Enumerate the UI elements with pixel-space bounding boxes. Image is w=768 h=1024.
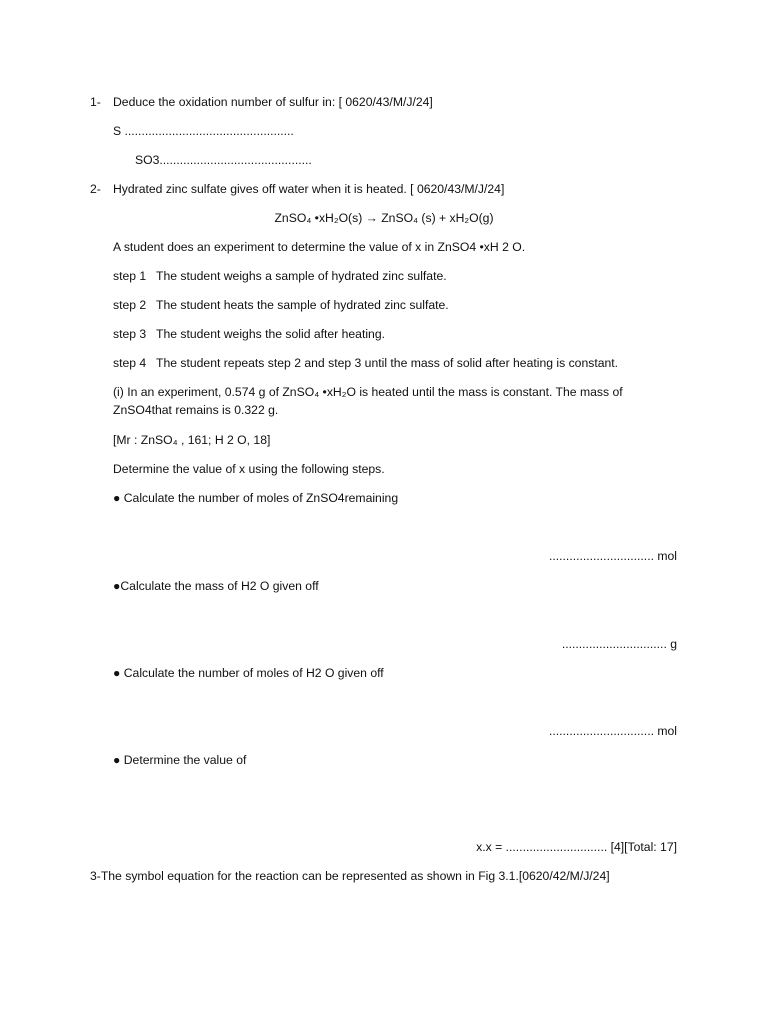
step-3 bbox=[113, 327, 385, 342]
reaction-equation: ZnSO₄ •xH₂O(s) → ZnSO₄ (s) + xH₂O(g) bbox=[274, 211, 494, 225]
question-1-text: Deduce the oxidation number of sulfur in: [ 0620/43/M/J/24] bbox=[113, 95, 433, 109]
bullet-moles-water: ● Calculate the number of moles of H2 O given off bbox=[113, 666, 384, 680]
step-text: The student heats the sample of hydrated zinc sulfate. bbox=[156, 298, 449, 312]
step-label: step 1 bbox=[113, 269, 147, 283]
step-4 bbox=[113, 356, 618, 371]
step-text: The student weighs a sample of hydrated zinc sulfate. bbox=[156, 269, 447, 283]
bullet-moles-znso4: ● Calculate the number of moles of ZnSO4remaining bbox=[113, 491, 399, 505]
step-2 bbox=[113, 298, 449, 313]
bullet-mass-water: ●Calculate the mass of H2 O given off bbox=[113, 579, 319, 593]
step-text: The student weighs the solid after heating. bbox=[156, 327, 385, 341]
step-label: step 3 bbox=[113, 327, 147, 341]
step-1 bbox=[113, 269, 447, 284]
answer-line-s: S .................................................. bbox=[113, 124, 294, 138]
answer-line-so3: SO3............................................. bbox=[135, 153, 312, 167]
determine-instruction: Determine the value of x using the following steps. bbox=[113, 462, 385, 476]
part-i-line-1: (i) In an experiment, 0.574 g of ZnSO₄ •xH₂O is heated until the mass is constant. The mass of bbox=[113, 385, 623, 399]
question-3-text: 3-The symbol equation for the reaction can be represented as shown in Fig 3.1.[0620/42/M/J/24] bbox=[90, 869, 610, 883]
question-2-text: Hydrated zinc sulfate gives off water when it is heated. [ 0620/43/M/J/24] bbox=[113, 182, 505, 196]
question-2-number: 2- bbox=[90, 182, 101, 196]
answer-line-mol-1: ............................... mol bbox=[549, 549, 677, 563]
answer-line-x-total: x.x = .............................. [4][Total: 17] bbox=[476, 840, 677, 854]
part-i-line-2: ZnSO4that remains is 0.322 g. bbox=[113, 403, 279, 417]
bullet-value-x: ● Determine the value of bbox=[113, 753, 247, 767]
step-text: The student repeats step 2 and step 3 until the mass of solid after heating is constant. bbox=[156, 356, 619, 370]
experiment-intro: A student does an experiment to determine the value of x in ZnSO4 •xH 2 O. bbox=[113, 240, 526, 254]
answer-line-grams: ............................... g bbox=[561, 637, 677, 651]
answer-line-mol-2: ............................... mol bbox=[549, 724, 677, 738]
step-label: step 2 bbox=[113, 298, 147, 312]
step-label: step 4 bbox=[113, 356, 147, 370]
relative-masses: [Mr : ZnSO₄ , 161; H 2 O, 18] bbox=[113, 433, 271, 447]
question-1-number: 1- bbox=[90, 95, 101, 109]
